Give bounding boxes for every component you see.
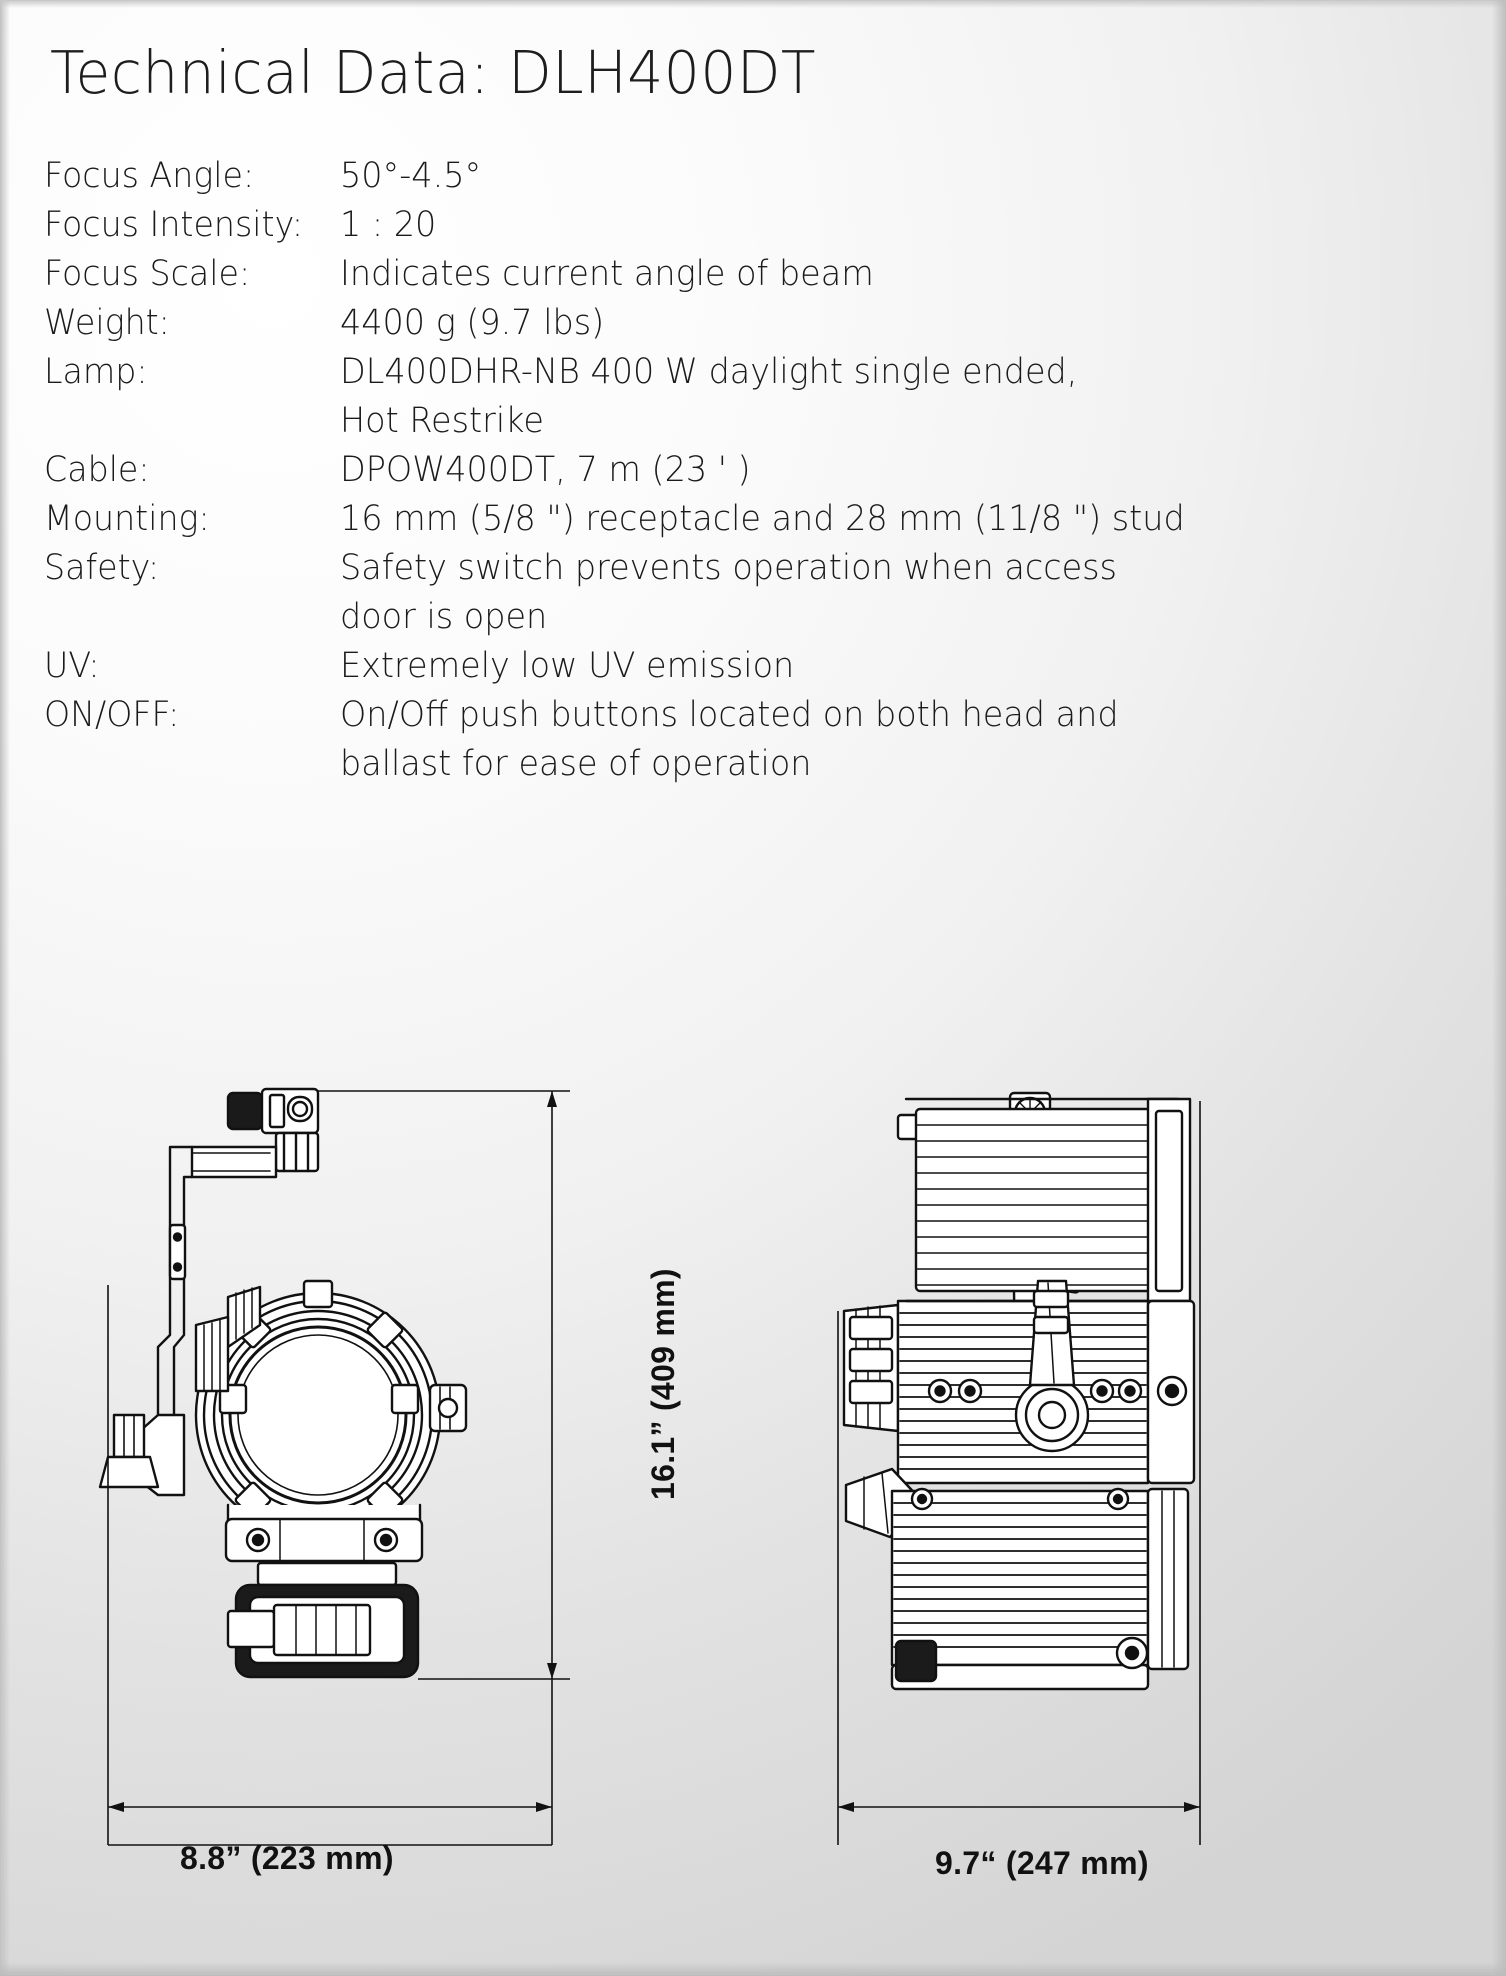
page-edge-bottom	[0, 1962, 1506, 1976]
spec-row-weight	[44, 299, 1464, 348]
spec-label: Focus Intensity:	[44, 205, 304, 245]
spec-row-focus-scale	[44, 250, 1464, 299]
side-view-svg	[830, 1085, 1300, 1905]
specifications-list	[44, 152, 1464, 789]
spec-row-safety-cont	[44, 593, 1464, 642]
spec-value: 1 : 20	[340, 205, 437, 245]
front-view-svg	[100, 1085, 570, 1905]
spec-label: UV:	[44, 646, 100, 686]
spec-value: Indicates current angle of beam	[340, 254, 874, 294]
spec-value: 16 mm (5/8 ") receptacle and 28 mm (11/8 ") stud	[340, 499, 1185, 539]
page-title: Technical Data: DLH400DT	[50, 38, 817, 107]
spec-label: Safety:	[44, 548, 160, 588]
spec-row-onoff-cont	[44, 740, 1464, 789]
side-view-width-dimension: 9.7“ (247 mm)	[935, 1845, 1149, 1881]
spec-row-focus-intensity	[44, 201, 1464, 250]
side-view-drawing	[830, 1085, 1300, 1905]
spec-row-uv	[44, 642, 1464, 691]
spec-value: 50°-4.5°	[340, 156, 482, 196]
spec-value: On/Off push buttons located on both head and	[340, 695, 1119, 735]
spec-label: Focus Scale:	[44, 254, 251, 294]
front-view-drawing	[100, 1085, 681, 1905]
spec-row-cable	[44, 446, 1464, 495]
spec-row-mounting	[44, 495, 1464, 544]
drawings-area	[0, 1085, 1506, 1915]
spec-label: Focus Angle:	[44, 156, 255, 196]
spec-value-cont: Hot Restrike	[340, 401, 544, 441]
page-edge-top	[0, 0, 1506, 8]
spec-value-cont: ballast for ease of operation	[340, 744, 812, 784]
spec-value: Extremely low UV emission	[340, 646, 795, 686]
spec-row-safety	[44, 544, 1464, 593]
spec-label: Cable:	[44, 450, 150, 490]
spec-label: Mounting:	[44, 499, 210, 539]
spec-row-lamp-cont	[44, 397, 1464, 446]
spec-label: ON/OFF:	[44, 695, 180, 735]
spec-value: DL400DHR-NB 400 W daylight single ended,	[340, 352, 1078, 392]
spec-value: 4400 g (9.7 lbs)	[340, 303, 605, 343]
front-view-height-dimension: 16.1” (409 mm)	[645, 1268, 681, 1500]
spec-label: Lamp:	[44, 352, 148, 392]
spec-value-cont: door is open	[340, 597, 548, 637]
spec-value: Safety switch prevents operation when access	[340, 548, 1117, 588]
front-view-width-dimension: 8.8” (223 mm)	[180, 1840, 394, 1876]
spec-row-lamp	[44, 348, 1464, 397]
spec-value: DPOW400DT, 7 m (23 ' )	[340, 450, 751, 490]
spec-label: Weight:	[44, 303, 170, 343]
spec-row-focus-angle	[44, 152, 1464, 201]
spec-row-onoff	[44, 691, 1464, 740]
